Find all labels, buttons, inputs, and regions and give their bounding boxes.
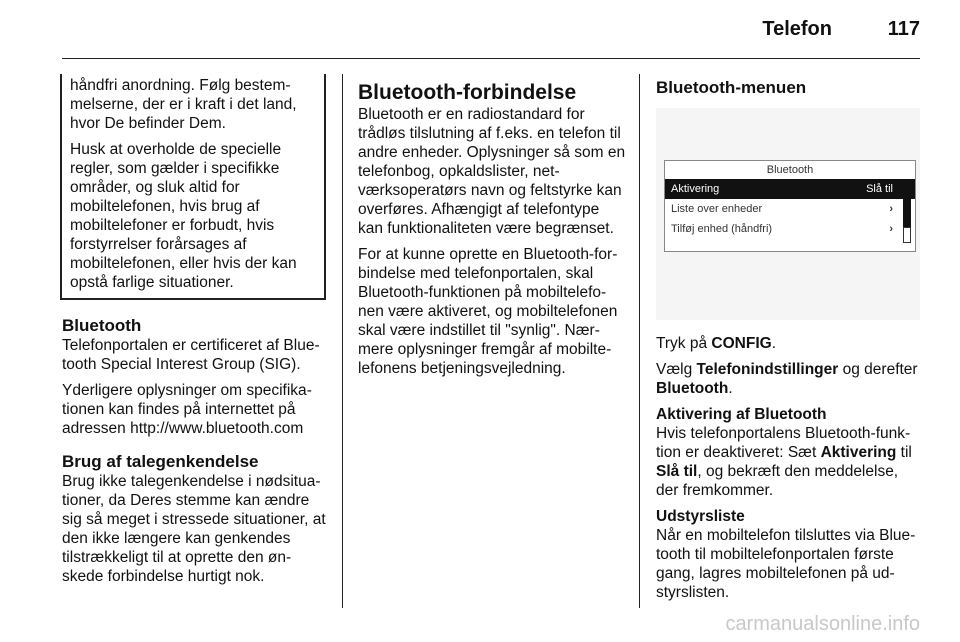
menu-row-add-device (665, 219, 915, 239)
device-list-paragraph: Når en mobiltelefon tilsluttes via Bluetooth til mobiltelefonportalen første gang, lagres mobiltelefonen på udstyrslisten. (656, 527, 916, 601)
select-mid: og derefter (838, 361, 918, 378)
telefonindstillinger-keyword: Telefonindstillinger (696, 361, 839, 378)
watermark: carmanualsonline.info (725, 613, 920, 635)
menu-row-activation-label: Aktivering (671, 183, 720, 195)
bluetooth-keyword: Bluetooth (656, 380, 729, 397)
column-right (656, 78, 922, 98)
select-instruction (656, 360, 922, 398)
warning-paragraph-1: håndfri anordning. Følg bestemmelserne, der er i kraft i det land, hvor De befinder Dem. (70, 77, 297, 132)
bluetooth-menu-panel (664, 160, 916, 252)
chevron-right-icon: › (889, 203, 893, 215)
column-right-text (656, 334, 922, 609)
scrollbar-track (903, 181, 911, 229)
bluetooth-menu-screenshot (656, 108, 920, 320)
column-middle (358, 80, 626, 385)
menu-row-add-device-label: Tilføj enhed (håndfri) (671, 223, 773, 235)
page-header-title: Telefon (762, 18, 832, 40)
bluetooth-heading: Bluetooth (62, 316, 142, 335)
bluetooth-paragraph-1: Telefonportalen er certificeret af Bluetooth Special Interest Group (SIG). (62, 337, 320, 373)
aktivering-keyword: Aktivering (820, 444, 897, 461)
activation-mid: til (896, 444, 912, 461)
scrollbar-thumb (903, 227, 911, 243)
voice-recognition-paragraph: Brug ikke talegenkendelse i nødsituationer, da Deres stemme kan ændre sig så meget i stressede situationer, at den ikke længere kan genkendes tilstrækkeligt til at oprette den ønskede forbindelse hurtigt nok. (62, 473, 326, 585)
press-config-pre: Tryk på (656, 335, 712, 352)
header-rule (62, 58, 920, 59)
menu-row-activation (665, 179, 915, 199)
press-config-post: . (771, 335, 777, 352)
voice-recognition-heading: Brug af talegenkendelse (62, 452, 259, 471)
activation-pre: Hvis telefonportalens Bluetooth-funktion er deaktiveret: Sæt (656, 425, 911, 461)
column-divider-1 (342, 74, 343, 608)
menu-row-activation-value: Slå til (866, 183, 893, 195)
panel-title: Bluetooth (766, 164, 814, 176)
menu-row-device-list (665, 199, 915, 219)
device-list-heading: Udstyrsliste (656, 508, 745, 525)
column-divider-2 (639, 74, 640, 608)
activation-post: , og bekræft den meddelelse, der fremkommer. (656, 463, 899, 499)
column-left (62, 74, 326, 593)
warning-box (60, 74, 326, 300)
select-pre: Vælg (656, 361, 697, 378)
bluetooth-menu-heading: Bluetooth-menuen (656, 78, 807, 97)
bluetooth-connection-paragraph-1: Bluetooth er en radiostandard for trådløs tilslutning af f.eks. en telefon til andre enheder. Oplysninger så som en telefonbog, opkaldslister, netværksoperatørs navn og feltstyrke kan overføres. Afhængigt af telefontype kan funktionaliteten være begrænset. (358, 106, 626, 237)
bluetooth-paragraph-2: Yderligere oplysninger om specifikationen kan findes på internettet på adressen http://www.bluetooth.com (62, 382, 312, 437)
menu-row-device-list-label: Liste over enheder (671, 203, 763, 215)
press-config-instruction (656, 334, 922, 353)
page-number: 117 (887, 18, 920, 40)
slaa-til-keyword: Slå til (656, 463, 698, 480)
chevron-right-icon: › (889, 223, 893, 235)
bluetooth-connection-heading: Bluetooth-forbindelse (358, 81, 577, 104)
config-keyword: CONFIG (711, 335, 772, 352)
activation-paragraph (656, 424, 922, 500)
bluetooth-connection-paragraph-2: For at kunne oprette en Bluetooth-forbindelse med telefonportalen, skal Bluetooth-funktionen på mobiltelefonen være aktiveret, og mobiltelefonen skal være indstillet til "synlig". Nærmere oplysninger fremgår af mobiltelefonens betjeningsvejledning. (358, 246, 618, 377)
warning-paragraph-2: Husk at overholde de specielle regler, som gælder i specifikke områder, og sluk altid for mobiltelefonen, hvis brug af mobiltelefoner er forbudt, hvis forstyrrelser forårsages af mobiltelefonen, eller hvis der kan opstå farlige situationer. (70, 141, 297, 291)
select-post: . (728, 380, 733, 397)
activation-heading: Aktivering af Bluetooth (656, 406, 827, 423)
